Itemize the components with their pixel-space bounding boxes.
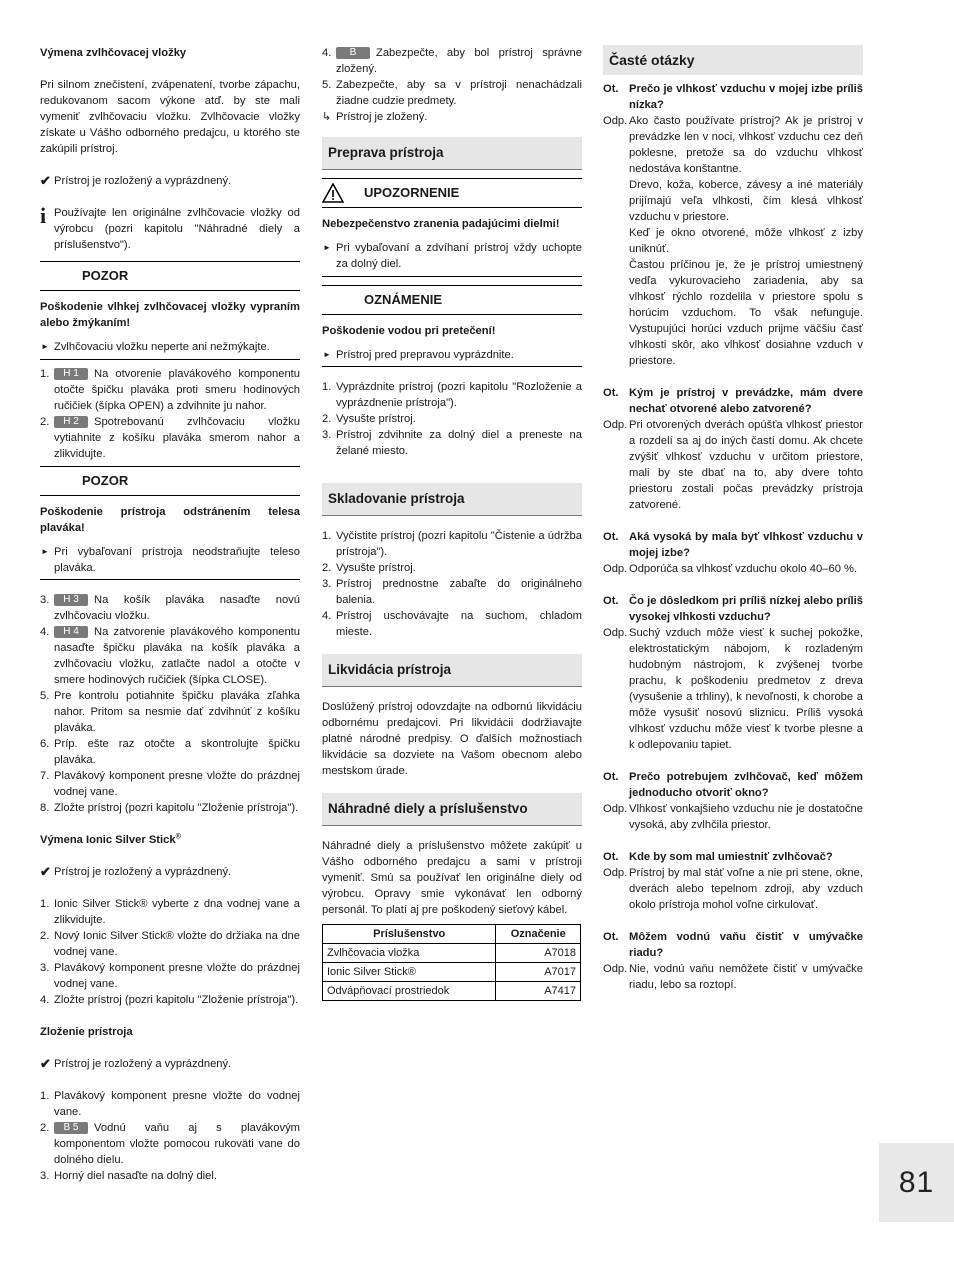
question-label: Ot. <box>603 387 619 399</box>
step-item <box>40 896 300 928</box>
step-text: Plavákový komponent presne vložte do prázdnej vodnej vane. <box>54 962 300 990</box>
section-header-transport: Preprava prístroja <box>322 137 582 170</box>
answer-label: Odp. <box>603 803 628 815</box>
question-text: Prečo je vlhkosť vzduchu v mojej izbe príliš nízka? <box>629 83 863 111</box>
step-number: 2. <box>40 1122 50 1134</box>
step-list <box>322 45 582 109</box>
step-number: 5. <box>40 690 50 702</box>
disposal-text: Doslúžený prístroj odovzdajte na odbornú likvidáciu odbornému predajcovi. Pri likvidácii dodržiavajte platné národné predpisy. O ďalších možnostiach likvidácie sa dozviete na Vašom obecnom alebo mestskom úrade. <box>322 701 582 777</box>
faq-question <box>603 769 863 801</box>
step-number: 2. <box>40 416 50 428</box>
info-text: Používajte len originálne zvlhčovacie vložky od výrobcu (pozri kapitolu "Náhradné diely a príslušenstvo"). <box>54 207 300 251</box>
answer-label: Odp. <box>603 115 628 127</box>
warning-list <box>322 240 582 272</box>
step-item <box>40 928 300 960</box>
answer-text: Nie, vodnú vaňu nemôžete čistiť v umývačke riadu, lebo sa roztopí. <box>629 963 863 991</box>
warning-triangle-icon <box>322 183 344 207</box>
table-row <box>323 944 581 963</box>
faq-answer <box>603 625 863 753</box>
answer-indent <box>603 257 629 369</box>
step-number: 1. <box>40 1090 50 1102</box>
check-icon: ✔ <box>40 1056 51 1071</box>
answer-text: Pri otvorených dverách opúšťa vlhkosť priestor a rozdelí sa aj do iných častí domu. Ak chcete zvýšiť vlhkosť vzduchu v určitom priestore, mali by ste dbať na to, aby dvere tohto priestoru zostali počas prevádzky prístroja zatvorené. <box>629 419 863 511</box>
step-number: 1. <box>40 368 50 380</box>
warning-header <box>322 178 582 208</box>
caution-list <box>40 544 300 576</box>
step-number: 3. <box>40 962 50 974</box>
answer-indent <box>603 177 629 225</box>
section-header-parts: Náhradné diely a príslušenstvo <box>322 793 582 826</box>
answer-text: Vlhkosť vonkajšieho vzduchu nie je dostatočne vysoká, aby zvlhčila priestor. <box>629 803 863 831</box>
step-item <box>322 411 582 427</box>
notice-list <box>322 347 582 363</box>
step-list <box>322 379 582 459</box>
section-header-storage: Skladovanie prístroja <box>322 483 582 516</box>
step-number: 3. <box>322 429 332 441</box>
answer-text: Častou príčinou je, že je prístroj umiestnený vedľa vykurovacieho zariadenia, aby sa vlhkosť rýchlo rozdelila v priestore spolu s horúcim vzduchom. To však nefunguje. Vystupujúci horúci vzduch prijme väčšiu časť vlhkosti skôr, ako vlhkosť dosiahne vzduch v priestore. <box>629 259 863 367</box>
answer-text: Ako často používate prístroj? Ak je prístroj v prevádzke len v noci, vlhkosť vzduchu cez deň poklesne, pretože sa do vzduchu vlhkosť nedostáva konštantne. <box>629 115 863 175</box>
question-text: Prečo potrebujem zvlhčovač, keď môžem jednoducho otvoriť okno? <box>629 771 863 799</box>
step-item <box>40 800 300 816</box>
step-text: Vyprázdnite prístroj (pozri kapitolu "Rozloženie a vyprázdnenie prístroja"). <box>336 381 582 409</box>
answer-text: Drevo, koža, koberce, závesy a iné materiály prijímajú veľa vlhkosti, čím klesá vlhkosť vzduchu v priestore. <box>629 179 863 223</box>
step-text: Vysušte prístroj. <box>336 413 416 425</box>
answer-text: Suchý vzduch môže viesť k suchej pokožke, elektrostatickým nábojom, k rozladeným hudobným nástrojom, k zvýšenej tvorbe prachu, k poškodeniu predmetov z dreva (vysušenie a trhliny), k nevoľnosti, k chorobe a môže vysušiť nosovú sliznicu. Príliš vysoká vlhkosť vzduchu môže viesť k tvorbe plesne a k odlepovaniu tapiet. <box>629 627 863 751</box>
step-number: 2. <box>40 930 50 942</box>
question-label: Ot. <box>603 851 619 863</box>
result <box>322 109 582 125</box>
precondition-text: Prístroj je rozložený a vyprázdnený. <box>54 866 232 878</box>
warning-item: ► Pri vybaľovaní a zdvíhaní prístroj vždy uchopte za dolný diel. <box>323 242 582 270</box>
faq-list <box>603 81 863 1009</box>
part-name: Ionic Silver Stick® <box>323 963 496 982</box>
step-number: 1. <box>40 898 50 910</box>
question-label: Ot. <box>603 771 619 783</box>
caution-title: Poškodenie vlhkej zvlhčovacej vložky vypraním alebo žmýkaním! <box>40 301 300 329</box>
faq-answer <box>603 865 863 913</box>
question-label: Ot. <box>603 531 619 543</box>
question-text: Kde by som mal umiestniť zvlhčovač? <box>629 851 833 863</box>
step-number: 4. <box>40 994 50 1006</box>
result-arrow-icon: ↳ <box>322 111 332 123</box>
caution-label: POZOR <box>82 268 129 283</box>
notice-label: OZNÁMENIE <box>364 292 442 307</box>
notice-item: ► Prístroj pred prepravou vyprázdnite. <box>323 349 514 361</box>
table-row <box>323 982 581 1001</box>
answer-label: Odp. <box>603 627 628 639</box>
step-item <box>322 576 582 608</box>
figure-reference-badge: B 5 <box>54 1122 88 1134</box>
step-list <box>40 1088 300 1184</box>
answer-label: Odp. <box>603 563 628 575</box>
faq-question <box>603 849 863 865</box>
step-text: Na otvorenie plavákového komponentu otočte špičku plaváka proti smeru hodinových ručičiek (šípka OPEN) a zdvihnite ju nahor. <box>54 368 300 412</box>
step-item <box>40 624 300 688</box>
check-icon: ✔ <box>40 173 51 188</box>
step-text: Ionic Silver Stick® vyberte z dna vodnej vane a zlikvidujte. <box>54 898 300 926</box>
step-item <box>322 45 582 77</box>
table-row <box>323 963 581 982</box>
answer-text: Prístroj by mal stáť voľne a nie pri stene, okne, dverách alebo tepelnom zdroji, aby vzduch okolo prístroja mohol voľne cirkulovať. <box>629 867 863 911</box>
step-item <box>322 427 582 459</box>
answer-indent <box>603 225 629 257</box>
step-text: Prístroj uschovávajte na suchom, chladom mieste. <box>336 610 582 638</box>
question-text: Môžem vodnú vaňu čistiť v umývačke riadu? <box>629 931 863 959</box>
step-item <box>40 688 300 736</box>
table-header: Označenie <box>496 925 581 944</box>
step-item <box>40 1088 300 1120</box>
faq-question <box>603 593 863 625</box>
step-item <box>322 528 582 560</box>
step-text: Prístroj prednostne zabaľte do originálneho balenia. <box>336 578 582 606</box>
step-text: Horný diel nasaďte na dolný diel. <box>54 1170 217 1182</box>
column-right <box>603 45 863 1009</box>
faq-question <box>603 385 863 417</box>
answer-label: Odp. <box>603 867 628 879</box>
step-text: Vysušte prístroj. <box>336 562 416 574</box>
step-list <box>40 366 300 462</box>
parts-table <box>322 924 581 1001</box>
info-icon: i <box>40 203 47 228</box>
step-number: 4. <box>322 47 332 59</box>
step-item <box>40 366 300 414</box>
figure-reference-badge: B <box>336 47 370 59</box>
faq-answer <box>603 561 863 577</box>
caution-title: Poškodenie prístroja odstránením telesa plaváka! <box>40 506 300 534</box>
step-text: Prístroj zdvihnite za dolný diel a preneste na želané miesto. <box>336 429 582 457</box>
precondition-text: Prístroj je rozložený a vyprázdnený. <box>54 1058 232 1070</box>
step-item <box>40 1120 300 1168</box>
step-list <box>40 896 300 1008</box>
question-text: Aká vysoká by mala byť vlhkosť vzduchu v mojej izbe? <box>629 531 863 559</box>
question-text: Čo je dôsledkom pri príliš nízkej alebo príliš vysokej vlhkosti vzduchu? <box>629 595 863 623</box>
faq-question <box>603 929 863 961</box>
section-title-ionic: Výmena Ionic Silver Stick® <box>40 833 181 846</box>
step-item <box>40 736 300 768</box>
step-text: Plavákový komponent presne vložte do prázdnej vodnej vane. <box>54 770 300 798</box>
faq-answer <box>603 257 863 369</box>
step-text: Príp. ešte raz otočte a skontrolujte špičku plaváka. <box>54 738 300 766</box>
step-text: Na košík plaváka nasaďte novú zvlhčovaciu vložku. <box>54 594 300 622</box>
answer-text: Odporúča sa vlhkosť vzduchu okolo 40–60 %. <box>629 563 858 575</box>
figure-reference-badge: H 2 <box>54 416 88 428</box>
parts-text: Náhradné diely a príslušenstvo môžete zakúpiť u Vášho odborného predajcu a sami v prístroji vymeniť. Smú sa používať len originálne diely od výrobcu. Opravy smie vykonávať len odborný personál. To platí aj pre poškodený sieťový kábel. <box>322 840 582 916</box>
caution-list <box>40 339 300 355</box>
section-title-assembly: Zloženie prístroja <box>40 1026 133 1038</box>
step-number: 4. <box>40 626 50 638</box>
figure-reference-badge: H 1 <box>54 368 88 380</box>
step-number: 1. <box>322 530 332 542</box>
step-item <box>40 414 300 462</box>
check-icon: ✔ <box>40 864 51 879</box>
caution-header <box>40 261 300 291</box>
figure-reference-badge: H 4 <box>54 626 88 638</box>
precondition <box>40 173 300 189</box>
step-text: Na zatvorenie plavákového komponentu nasaďte špičku plaváka na košík plaváka a zvlhčovaciu vložku, zatlačte nadol a otočte v smere hodinových ručičiek (šípka CLOSE). <box>54 626 300 686</box>
page-number: 81 <box>879 1143 954 1222</box>
answer-label: Odp. <box>603 963 628 975</box>
step-item <box>40 960 300 992</box>
step-item <box>322 379 582 411</box>
step-number: 8. <box>40 802 50 814</box>
section-header-disposal: Likvidácia prístroja <box>322 654 582 687</box>
caution-item: ► Zvlhčovaciu vložku neperte ani nežmýkajte. <box>41 341 270 353</box>
precondition <box>40 864 300 880</box>
step-item <box>40 1168 300 1184</box>
step-list <box>322 528 582 640</box>
caution-item: ► Pri vybaľovaní prístroja neodstraňujte teleso plaváka. <box>41 546 300 574</box>
caution-header <box>40 466 300 496</box>
section-title-replace-pad: Výmena zvlhčovacej vložky <box>40 47 187 59</box>
question-label: Ot. <box>603 931 619 943</box>
question-text: Kým je prístroj v prevádzke, mám dvere nechať otvorené alebo zatvorené? <box>629 387 863 415</box>
info-note <box>40 205 300 253</box>
table-header: Príslušenstvo <box>323 925 496 944</box>
section-header-faq: Časté otázky <box>603 45 863 75</box>
step-number: 6. <box>40 738 50 750</box>
step-item <box>322 608 582 640</box>
step-text: Spotrebovanú zvlhčovaciu vložku vytiahnite z košíku plaváka smerom nahor a zlikvidujte. <box>54 416 300 460</box>
part-code: A7417 <box>496 982 581 1001</box>
question-label: Ot. <box>603 595 619 607</box>
faq-answer <box>603 177 863 225</box>
step-text: Vodnú vaňu aj s plavákovým komponentom vložte pomocou rukoväti vane do dolného dielu. <box>54 1122 300 1166</box>
step-item <box>40 768 300 800</box>
step-text: Nový Ionic Silver Stick® vložte do držiaka na dne vodnej vane. <box>54 930 300 958</box>
step-text: Pre kontrolu potiahnite špičku plaváka zľahka nahor. Pritom sa nesmie dať zdvihnúť z košíku plaváka. <box>54 690 300 734</box>
step-text: Zabezpečte, aby sa v prístroji nenachádzali žiadne cudzie predmety. <box>336 79 582 107</box>
step-text: Zložte prístroj (pozri kapitolu "Zloženie prístroja"). <box>54 802 299 814</box>
faq-answer <box>603 961 863 993</box>
answer-label: Odp. <box>603 419 628 431</box>
warning-title: Nebezpečenstvo zranenia padajúcimi dielmi! <box>322 218 560 230</box>
faq-question <box>603 81 863 113</box>
part-name: Zvlhčovacia vložka <box>323 944 496 963</box>
step-item <box>322 77 582 109</box>
step-item <box>40 992 300 1008</box>
step-number: 2. <box>322 562 332 574</box>
step-text: Zložte prístroj (pozri kapitolu "Zloženie prístroja"). <box>54 994 299 1006</box>
column-middle <box>322 45 582 1001</box>
precondition-text: Prístroj je rozložený a vyprázdnený. <box>54 175 232 187</box>
step-list <box>40 592 300 816</box>
notice-header <box>322 285 582 315</box>
part-code: A7017 <box>496 963 581 982</box>
paragraph-replace-pad: Pri silnom znečistení, zvápenatení, tvorbe zápachu, redukovanom sacom výkone atď. by ste mali vymeniť zvlhčovaciu vložku. Zvlhčovacie vložky získate u Vášho odborného predajcu, u ktorého ste zakúpili prístroj. <box>40 79 300 155</box>
faq-question <box>603 529 863 561</box>
faq-answer <box>603 801 863 833</box>
step-number: 4. <box>322 610 332 622</box>
step-number: 7. <box>40 770 50 782</box>
step-item <box>322 560 582 576</box>
part-name: Odvápňovací prostriedok <box>323 982 496 1001</box>
step-number: 1. <box>322 381 332 393</box>
answer-text: Keď je okno otvorené, môže vlhkosť z izby uniknúť. <box>629 227 863 255</box>
caution-label: POZOR <box>82 473 129 488</box>
step-item <box>40 592 300 624</box>
step-number: 3. <box>40 1170 50 1182</box>
step-text: Vyčistite prístroj (pozri kapitolu "Čistenie a údržba prístroja"). <box>336 530 582 558</box>
question-label: Ot. <box>603 83 619 95</box>
step-number: 3. <box>322 578 332 590</box>
faq-answer <box>603 417 863 513</box>
result-text: Prístroj je zložený. <box>336 111 428 123</box>
step-number: 3. <box>40 594 50 606</box>
step-text: Plavákový komponent presne vložte do vodnej vane. <box>54 1090 300 1118</box>
faq-answer <box>603 225 863 257</box>
step-text: Zabezpečte, aby bol prístroj správne zložený. <box>336 47 582 75</box>
precondition <box>40 1056 300 1072</box>
column-left <box>40 45 300 1184</box>
part-code: A7018 <box>496 944 581 963</box>
faq-answer <box>603 113 863 177</box>
step-number: 2. <box>322 413 332 425</box>
step-number: 5. <box>322 79 332 91</box>
notice-title: Poškodenie vodou pri pretečení! <box>322 325 496 337</box>
figure-reference-badge: H 3 <box>54 594 88 606</box>
warning-label: UPOZORNENIE <box>364 185 460 200</box>
